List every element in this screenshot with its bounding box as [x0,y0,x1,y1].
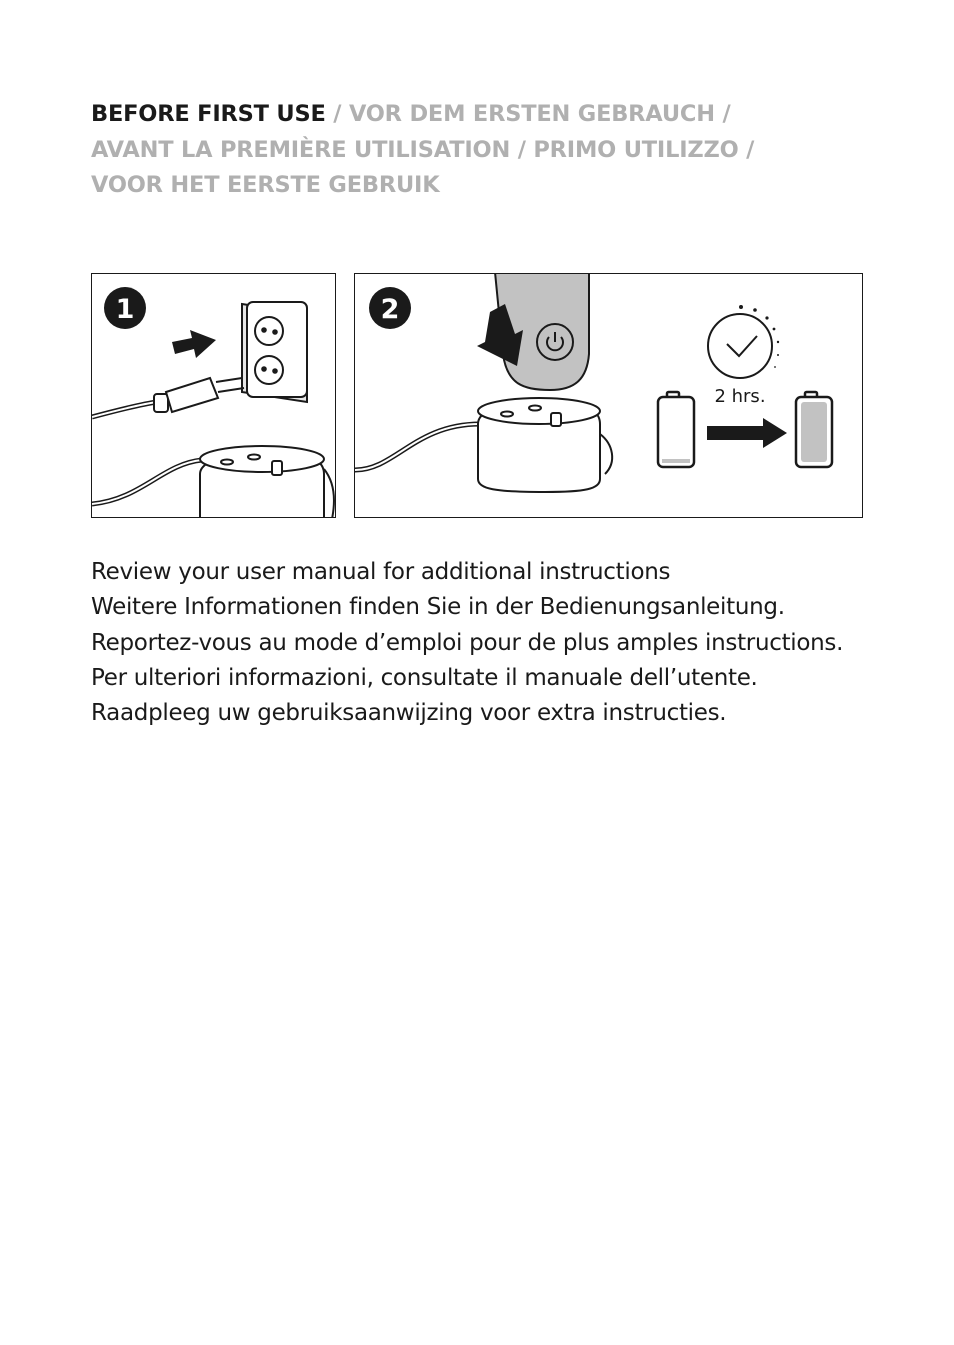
wall-socket-icon [242,302,307,402]
arrow-right-icon [707,418,787,448]
instruction-nl: Raadpleeg uw gebruiksaanwijzing voor extra instructies. [91,700,727,727]
duration-label: 2 hrs. [714,386,766,407]
charging-stand-icon [355,398,612,492]
arrow-right-icon [172,330,216,358]
battery-empty-icon [658,392,694,467]
clock-icon [708,305,779,378]
step-2-badge [369,287,411,329]
heading-primary: BEFORE FIRST USE [91,101,326,127]
section-heading [91,97,871,204]
instruction-fr: Reportez-vous au mode d’emploi pour de plus amples instructions. [91,629,844,656]
charging-stand-icon [92,446,334,518]
step-1-illustration [91,273,336,518]
heading-secondary-2: AVANT LA PREMIÈRE UTILISATION / PRIMO UTILIZZO / [91,136,755,163]
instruction-it: Per ulteriori informazioni, consultate il manuale dell’utente. [91,664,758,691]
instruction-en: Review your user manual for additional instructions [91,559,671,585]
heading-secondary-3: VOOR HET EERSTE GEBRUIK [91,172,440,198]
heading-secondary-1: / VOR DEM ERSTEN GEBRAUCH / [325,101,731,127]
plug-icon [92,378,244,417]
step-1-badge [104,287,146,329]
instruction-text [91,555,891,731]
step-2-number: 2 [380,294,400,325]
battery-full-icon [796,392,832,467]
power-icon [537,324,573,360]
step-2-illustration [354,273,863,518]
instruction-de: Weitere Informationen finden Sie in der Bedienungsanleitung. [91,594,785,621]
step-1-number: 1 [115,294,135,325]
